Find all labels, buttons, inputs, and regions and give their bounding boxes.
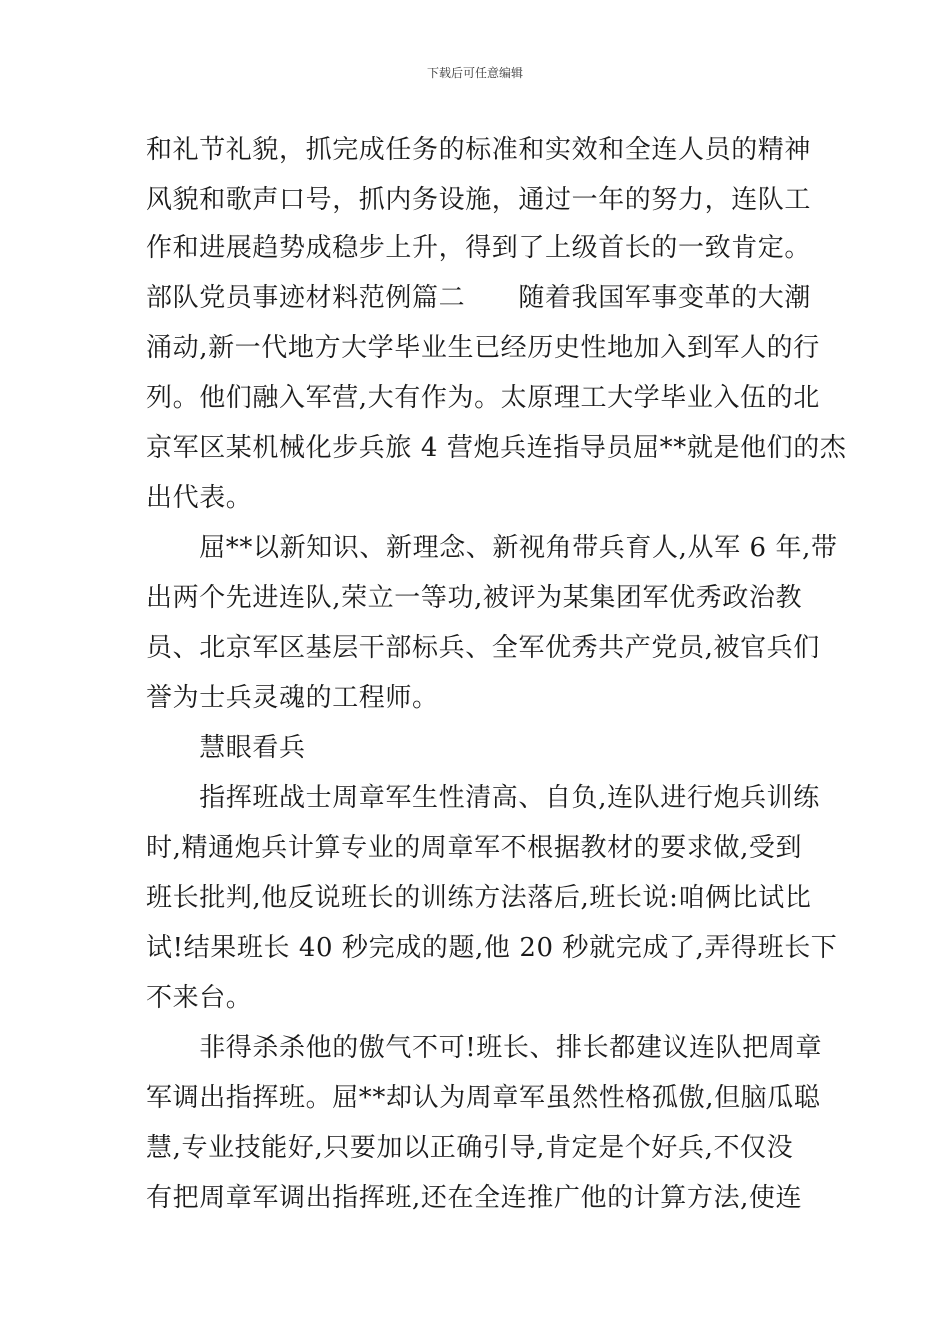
text-line: 指挥班战士周章军生性清高、自负,连队进行炮兵训练 [146,783,820,813]
text-line: 慧,专业技能好,只要加以正确引导,肯定是个好兵,不仅没 [146,1133,794,1163]
text-line: 出代表。 [146,483,253,513]
page-header: 下载后可任意编辑 [426,66,523,80]
text-line: 和礼节礼貌，抓完成任务的标准和实效和全连人员的精神 [146,135,812,165]
text-line: 时,精通炮兵计算专业的周章军不根据教材的要求做,受到 [146,833,803,863]
text-line: 部队党员事迹材料范例篇二 随着我国军事变革的大潮 [146,283,812,313]
text-line: 试!结果班长 40 秒完成的题,他 20 秒就完成了,弄得班长下 [146,933,838,963]
text-line: 誉为士兵灵魂的工程师。 [146,683,439,713]
text-line: 非得杀杀他的傲气不可!班长、排长都建议连队把周章 [146,1033,823,1063]
text-line: 屈**以新知识、新理念、新视角带兵育人,从军 6 年,带 [146,533,838,563]
text-line: 京军区某机械化步兵旅 4 营炮兵连指导员屈**就是他们的杰 [146,433,847,463]
text-line: 班长批判,他反说班长的训练方法落后,班长说:咱俩比试比 [146,883,812,913]
text-line: 出两个先进连队,荣立一等功,被评为某集团军优秀政治教 [146,583,803,613]
text-line: 风貌和歌声口号，抓内务设施，通过一年的努力，连队工 [146,185,812,215]
section-heading: 慧眼看兵 [146,733,306,763]
text-line: 列。他们融入军营,大有作为。太原理工大学毕业入伍的北 [146,383,820,413]
text-line: 有把周章军调出指挥班,还在全连推广他的计算方法,使连 [146,1183,803,1213]
text-line: 涌动,新一代地方大学毕业生已经历史性地加入到军人的行 [146,333,820,363]
text-line: 作和进展趋势成稳步上升，得到了上级首长的一致肯定。 [146,233,812,263]
text-line: 不来台。 [146,983,253,1013]
text-line: 员、北京军区基层干部标兵、全军优秀共产党员,被官兵们 [146,633,820,663]
text-line: 军调出指挥班。屈**却认为周章军虽然性格孤傲,但脑瓜聪 [146,1083,821,1113]
